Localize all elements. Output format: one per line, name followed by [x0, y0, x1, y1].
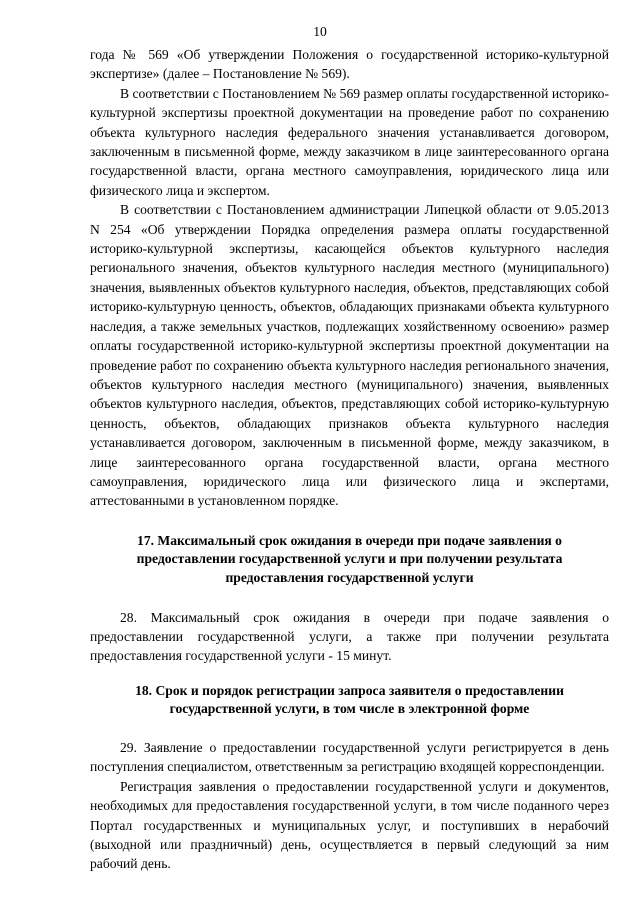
spacer: [90, 511, 609, 532]
document-body: [90, 45, 609, 874]
spacer: [90, 588, 609, 608]
spacer: [90, 719, 609, 738]
paragraph-28: 28. Максимальный срок ожидания в очереди при подаче заявления о предоставлении государственной услуги, а также при получении результата предоставления государственной услуги - 15 минут.: [90, 609, 609, 664]
paragraph-postanovlenie-254: В соответствии с Постановлением администрации Липецкой области от 9.05.2013 N 254 «Об утверждении Порядка определения размера оплаты государственной историко-культурной экспертизы, касающейся объектов культурного наследия регионального значения, объектов культурного наследия местного (муниципального) значения, выявленных объектов культурного наследия, объектов, представляющих собой историко-культурную ценность, объектов, обладающих признаками объекта культурного наследия, а также земельных участков, подлежащих хозяйственному освоению» размер оплаты государственной историко-культурной экспертизы проектной документации на проведение работ по сохранению объекта культурного наследия регионального значения, объектов культурного наследия местного (муниципального) значения, выявленных объектов культурного наследия, объектов, представляющих собой историко-культурную ценность, объектов, обладающих признаков объекта культурного наследия устанавливается договором, заключенным в письменной форме, между заказчиком, в лице заинтересованного органа государственной власти, органа местного самоуправления, юридического лица или физического лица и экспертами, аттестованными в установленном порядке.: [90, 202, 609, 509]
page-number: 10: [313, 24, 327, 39]
paragraph-29: 29. Заявление о предоставлении государственной услуги регистрируется в день поступления специалистом, ответственным за регистрацию входящей корреспонденции.: [90, 739, 609, 775]
paragraph-registration: Регистрация заявления о предоставлении государственной услуги и документов, необходимых для предоставления государственной услуги, в том числе поданного через Портал государственных и муниципальных услуг, и поступивших в нерабочий (выходной или праздничный) день, осуществляется в первый следующий за ним рабочий день.: [90, 778, 609, 872]
paragraph-continuation: года № 569 «Об утверждении Положения о государственной историко-культурной экспертизе» (далее – Постановление № 569).: [90, 47, 609, 82]
spacer: [90, 666, 609, 682]
paragraph-postanovlenie-569: В соответствии с Постановлением № 569 размер оплаты государственной историко-культурной экспертизы проектной документации на проведение работ по сохранению объекта культурного наследия федерального значения устанавливается договором, заключенным в письменной форме, между заказчиком в лице заинтересованного органа государственной власти, органа местного самоуправления, юридического лица или физического лица и экспертом.: [90, 85, 609, 198]
section-heading-18: 18. Срок и порядок регистрации запроса заявителя о предоставлении государственной услуги, в том числе в электронной форме: [135, 682, 564, 717]
section-heading-17: 17. Максимальный срок ожидания в очереди при подаче заявления о предоставлении государственной услуги и при получении результата предоставления государственной услуги: [136, 532, 563, 585]
